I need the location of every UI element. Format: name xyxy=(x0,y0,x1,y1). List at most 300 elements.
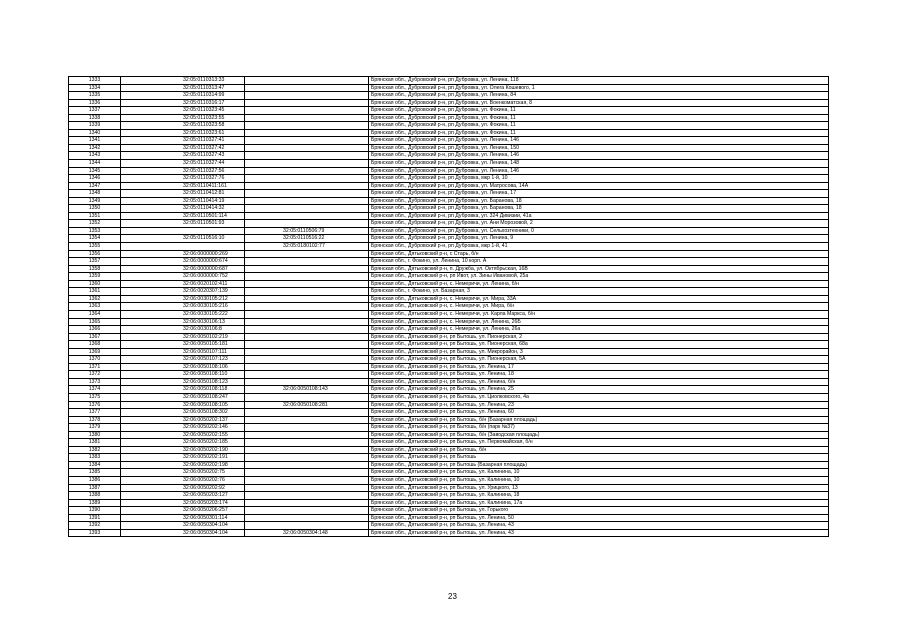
cadastral-number-cell: 32:06:0020102:411 xyxy=(121,280,245,288)
table-row xyxy=(69,243,829,251)
table-row xyxy=(69,386,829,394)
cadastral-number-cell xyxy=(121,243,245,251)
table-row xyxy=(69,114,829,122)
cadastral-number-cell: 32:06:0000000:269 xyxy=(121,250,245,258)
cadastral-number-cell: 32:05:0110414:19 xyxy=(121,197,245,205)
related-cadastral-number-cell xyxy=(245,84,369,92)
table-row xyxy=(69,107,829,115)
row-number-cell: 1365 xyxy=(69,318,121,326)
row-number-cell: 1343 xyxy=(69,152,121,160)
related-cadastral-number-cell xyxy=(245,333,369,341)
table-row xyxy=(69,197,829,205)
related-cadastral-number-cell xyxy=(245,454,369,462)
related-cadastral-number-cell xyxy=(245,288,369,296)
table-row xyxy=(69,144,829,152)
related-cadastral-number-cell xyxy=(245,446,369,454)
cadastral-number-cell: 32:06:0050107:111 xyxy=(121,348,245,356)
related-cadastral-number-cell xyxy=(245,137,369,145)
table-row xyxy=(69,371,829,379)
related-cadastral-number-cell xyxy=(245,212,369,220)
related-cadastral-number-cell xyxy=(245,167,369,175)
table-row xyxy=(69,99,829,107)
cadastral-number-cell: 32:05:0110414:32 xyxy=(121,205,245,213)
cadastral-number-cell: 32:06:0050202:185 xyxy=(121,439,245,447)
table-row xyxy=(69,190,829,198)
table-row xyxy=(69,220,829,228)
table-row xyxy=(69,160,829,168)
row-number-cell: 1386 xyxy=(69,476,121,484)
cadastral-number-cell: 32:05:0110323:58 xyxy=(121,122,245,130)
cadastral-number-cell: 32:06:0050108:105 xyxy=(121,401,245,409)
table-row xyxy=(69,152,829,160)
related-cadastral-number-cell xyxy=(245,356,369,364)
cadastral-number-cell: 32:06:0050203:174 xyxy=(121,499,245,507)
cadastral-number-cell xyxy=(121,227,245,235)
row-number-cell: 1388 xyxy=(69,492,121,500)
row-number-cell: 1392 xyxy=(69,522,121,530)
address-cell: Брянская обл., Дубровский р-н, рп Дубровка, мкр 1-й, 41 xyxy=(369,243,829,251)
related-cadastral-number-cell xyxy=(245,341,369,349)
cadastral-number-cell: 32:06:0000000:674 xyxy=(121,258,245,266)
row-number-cell: 1347 xyxy=(69,182,121,190)
address-cell: Брянская обл., Дубровский р-н, рп Дубровка, ул. Ленина, 146 xyxy=(369,152,829,160)
row-number-cell: 1351 xyxy=(69,212,121,220)
related-cadastral-number-cell xyxy=(245,303,369,311)
address-cell: Брянская обл., Дятьковский р-н, рп Бытошь, ул. Калинина, 17а xyxy=(369,499,829,507)
cadastral-number-cell: 32:05:0110501:93 xyxy=(121,220,245,228)
table-body xyxy=(69,77,829,537)
table-row xyxy=(69,227,829,235)
table-row xyxy=(69,77,829,85)
row-number-cell: 1341 xyxy=(69,137,121,145)
cadastral-number-cell: 32:06:0020307:139 xyxy=(121,288,245,296)
row-number-cell: 1349 xyxy=(69,197,121,205)
row-number-cell: 1368 xyxy=(69,341,121,349)
related-cadastral-number-cell xyxy=(245,122,369,130)
related-cadastral-number-cell: 32:06:0050108:281 xyxy=(245,401,369,409)
table-row xyxy=(69,401,829,409)
related-cadastral-number-cell: 32:05:0110506:79 xyxy=(245,227,369,235)
cadastral-number-cell: 32:06:0030106:8 xyxy=(121,326,245,334)
cadastral-number-cell: 32:05:0110501:114 xyxy=(121,212,245,220)
cadastral-number-cell: 32:06:0030106:13 xyxy=(121,318,245,326)
address-cell: Брянская обл., Дятьковский р-н, рп Ивот, ул. Зины Ивановой, 25а xyxy=(369,273,829,281)
table-row xyxy=(69,326,829,334)
row-number-cell: 1375 xyxy=(69,393,121,401)
address-cell: Брянская обл., Дятьковский р-н, рп Бытошь, ул. Урицкого, 13 xyxy=(369,484,829,492)
row-number-cell: 1384 xyxy=(69,461,121,469)
cadastral-number-cell: 32:06:0050304:104 xyxy=(121,522,245,530)
table-row xyxy=(69,333,829,341)
address-cell: Брянская обл., Дубровский р-н, рп Дубровка, ул. Ленина, 146 xyxy=(369,167,829,175)
row-number-cell: 1373 xyxy=(69,378,121,386)
table-row xyxy=(69,507,829,515)
related-cadastral-number-cell xyxy=(245,318,369,326)
address-cell: Брянская обл., Дубровский р-н, рп Дубровка, ул. Олега Кошевого, 1 xyxy=(369,84,829,92)
related-cadastral-number-cell xyxy=(245,522,369,530)
row-number-cell: 1357 xyxy=(69,258,121,266)
table-row xyxy=(69,529,829,537)
table-row xyxy=(69,92,829,100)
address-cell: Брянская обл., Дятьковский р-н, рп Бытошь, ул. Ленина, 23 xyxy=(369,401,829,409)
row-number-cell: 1391 xyxy=(69,514,121,522)
table-row xyxy=(69,84,829,92)
address-cell: Брянская обл., Дятьковский р-н, рп Бытошь xyxy=(369,454,829,462)
address-cell: Брянская обл., Дятьковский р-н, рп Бытошь, ул. Калинина, 10 xyxy=(369,469,829,477)
row-number-cell: 1337 xyxy=(69,107,121,115)
cadastral-number-cell: 32:06:0050206:257 xyxy=(121,507,245,515)
table-row xyxy=(69,348,829,356)
related-cadastral-number-cell xyxy=(245,439,369,447)
table-row xyxy=(69,431,829,439)
cadastral-number-cell: 32:05:0110516:10 xyxy=(121,235,245,243)
related-cadastral-number-cell xyxy=(245,107,369,115)
cadastral-number-cell: 32:06:0030105:216 xyxy=(121,303,245,311)
related-cadastral-number-cell xyxy=(245,484,369,492)
cadastral-number-cell: 32:06:0050203:127 xyxy=(121,492,245,500)
address-cell: Брянская обл., Дубровский р-н, рп Дубровка, ул. Ленина, 148 xyxy=(369,160,829,168)
address-cell: Брянская обл., Дятьковский р-н, рп Бытошь (Базарная площадь) xyxy=(369,461,829,469)
address-cell: Брянская обл., Дятьковский р-н, рп Бытошь, ул. Циолковского, 4а xyxy=(369,393,829,401)
table-row xyxy=(69,122,829,130)
related-cadastral-number-cell xyxy=(245,393,369,401)
table-row xyxy=(69,235,829,243)
related-cadastral-number-cell xyxy=(245,190,369,198)
table-row xyxy=(69,363,829,371)
row-number-cell: 1393 xyxy=(69,529,121,537)
address-cell: Брянская обл., Дятьковский р-н, рп Бытошь, ул. Пионерская, 2 xyxy=(369,333,829,341)
address-cell: Брянская обл., Дятьковский р-н, с. Немеричи, ул. Мира, б/н xyxy=(369,303,829,311)
cadastral-number-cell: 32:05:0110327:41 xyxy=(121,137,245,145)
cadastral-number-cell: 32:05:0110323:45 xyxy=(121,107,245,115)
row-number-cell: 1333 xyxy=(69,77,121,85)
related-cadastral-number-cell xyxy=(245,197,369,205)
table-row xyxy=(69,439,829,447)
row-number-cell: 1383 xyxy=(69,454,121,462)
address-cell: Брянская обл., Дятьковский р-н, рп Бытошь, ул. Горького xyxy=(369,507,829,515)
related-cadastral-number-cell xyxy=(245,114,369,122)
row-number-cell: 1334 xyxy=(69,84,121,92)
cadastral-number-cell: 32:05:0110412:81 xyxy=(121,190,245,198)
address-cell: Брянская обл., Дятьковский р-н, рп Бытошь, ул. Микрорайон, 3 xyxy=(369,348,829,356)
address-cell: Брянская обл., Дубровский р-н, рп Дубровка, ул. Ленина, 9 xyxy=(369,235,829,243)
related-cadastral-number-cell xyxy=(245,92,369,100)
related-cadastral-number-cell xyxy=(245,220,369,228)
row-number-cell: 1371 xyxy=(69,363,121,371)
row-number-cell: 1339 xyxy=(69,122,121,130)
table-row xyxy=(69,137,829,145)
related-cadastral-number-cell xyxy=(245,424,369,432)
cadastral-number-cell: 32:05:0110327:56 xyxy=(121,167,245,175)
cadastral-number-cell: 32:06:0050202:76 xyxy=(121,476,245,484)
table-row xyxy=(69,393,829,401)
cadastral-number-cell: 32:05:0110327:76 xyxy=(121,175,245,183)
cadastral-number-cell: 32:06:0050202:137 xyxy=(121,416,245,424)
cadastral-number-cell: 32:05:0110323:61 xyxy=(121,129,245,137)
related-cadastral-number-cell xyxy=(245,250,369,258)
related-cadastral-number-cell xyxy=(245,409,369,417)
table-row xyxy=(69,295,829,303)
related-cadastral-number-cell: 32:06:0050304:148 xyxy=(245,529,369,537)
address-cell: Брянская обл., Дятьковский р-н, рп Бытошь, ул. Ленина, 17 xyxy=(369,363,829,371)
table-row xyxy=(69,318,829,326)
table-row xyxy=(69,212,829,220)
cadastral-number-cell: 32:06:0050202:146 xyxy=(121,424,245,432)
row-number-cell: 1362 xyxy=(69,295,121,303)
table-row xyxy=(69,492,829,500)
address-cell: Брянская обл., Дубровский р-н, рп Дубровка, ул. Военкоматская, 8 xyxy=(369,99,829,107)
address-cell: Брянская обл., Дубровский р-н, рп Дубровка, ул. Матросова, 14А xyxy=(369,182,829,190)
row-number-cell: 1335 xyxy=(69,92,121,100)
related-cadastral-number-cell xyxy=(245,416,369,424)
row-number-cell: 1348 xyxy=(69,190,121,198)
row-number-cell: 1364 xyxy=(69,310,121,318)
table-row xyxy=(69,273,829,281)
page-number: 23 xyxy=(448,592,457,601)
address-cell: Брянская обл., Дубровский р-н, рп Дубровка, ул. Баранова, 18 xyxy=(369,197,829,205)
address-cell: Брянская обл., Дятьковский р-н, рп Бытошь, ул. Ленина, 43 xyxy=(369,522,829,530)
table-row xyxy=(69,303,829,311)
property-table xyxy=(68,76,829,537)
row-number-cell: 1366 xyxy=(69,326,121,334)
address-cell: Брянская обл., Дубровский р-н, рп Дубровка, ул. Ленина, 84 xyxy=(369,92,829,100)
address-cell: Брянская обл., Дятьковский р-н, рп Бытошь, ул. Ленина, 43 xyxy=(369,529,829,537)
address-cell: Брянская обл., Дубровский р-н, рп Дубровка, ул. Фокина, 11 xyxy=(369,114,829,122)
table-row xyxy=(69,341,829,349)
related-cadastral-number-cell: 32:06:0050108:143 xyxy=(245,386,369,394)
address-cell: Брянская обл., Дятьковский р-н, с. Немеричи, ул. Ленина, б/н xyxy=(369,280,829,288)
table-row xyxy=(69,378,829,386)
address-cell: Брянская обл., Дубровский р-н, рп Дубровка, ул. Баранова, 18 xyxy=(369,205,829,213)
row-number-cell: 1370 xyxy=(69,356,121,364)
related-cadastral-number-cell xyxy=(245,378,369,386)
table-row xyxy=(69,461,829,469)
address-cell: Брянская обл., Дубровский р-н, рп Дубровка, ул. Ани Морозовой, 2 xyxy=(369,220,829,228)
row-number-cell: 1385 xyxy=(69,469,121,477)
related-cadastral-number-cell xyxy=(245,492,369,500)
related-cadastral-number-cell xyxy=(245,160,369,168)
related-cadastral-number-cell xyxy=(245,265,369,273)
address-cell: Брянская обл., Дятьковский р-н, рп Бытошь, ул. Калинина, 10 xyxy=(369,476,829,484)
table-row xyxy=(69,265,829,273)
address-cell: Брянская обл., Дубровский р-н, рп Дубровка, ул. Фокина, 11 xyxy=(369,107,829,115)
related-cadastral-number-cell xyxy=(245,461,369,469)
address-cell: Брянская обл., Дятьковский р-н, рп Бытошь, б/н (парк №37) xyxy=(369,424,829,432)
cadastral-number-cell: 32:06:0000000:687 xyxy=(121,265,245,273)
cadastral-number-cell: 32:06:0030105:222 xyxy=(121,310,245,318)
row-number-cell: 1363 xyxy=(69,303,121,311)
cadastral-number-cell: 32:06:0050202:191 xyxy=(121,454,245,462)
cadastral-number-cell: 32:06:0050107:123 xyxy=(121,356,245,364)
row-number-cell: 1359 xyxy=(69,273,121,281)
row-number-cell: 1378 xyxy=(69,416,121,424)
table-row xyxy=(69,409,829,417)
row-number-cell: 1354 xyxy=(69,235,121,243)
related-cadastral-number-cell xyxy=(245,348,369,356)
row-number-cell: 1387 xyxy=(69,484,121,492)
address-cell: Брянская обл., Дубровский р-н, рп Дубровка, ул. Ленина, 17 xyxy=(369,190,829,198)
cadastral-number-cell: 32:06:0050202:92 xyxy=(121,484,245,492)
address-cell: Брянская обл., Дятьковский р-н, с. Немеричи, ул. Ленина, 26Б xyxy=(369,318,829,326)
cadastral-number-cell: 32:05:0110327:44 xyxy=(121,160,245,168)
cadastral-number-cell: 32:06:0050105:181 xyxy=(121,341,245,349)
address-cell: Брянская обл., Дятьковский р-н, рп Бытошь, ул. Пионерская, 5А xyxy=(369,356,829,364)
table-row xyxy=(69,250,829,258)
related-cadastral-number-cell xyxy=(245,99,369,107)
related-cadastral-number-cell xyxy=(245,273,369,281)
related-cadastral-number-cell xyxy=(245,310,369,318)
row-number-cell: 1377 xyxy=(69,409,121,417)
row-number-cell: 1345 xyxy=(69,167,121,175)
cadastral-number-cell: 32:06:0030105:212 xyxy=(121,295,245,303)
row-number-cell: 1360 xyxy=(69,280,121,288)
cadastral-number-cell: 32:05:0110323:55 xyxy=(121,114,245,122)
table-row xyxy=(69,182,829,190)
row-number-cell: 1361 xyxy=(69,288,121,296)
row-number-cell: 1381 xyxy=(69,439,121,447)
cadastral-number-cell: 32:05:0110313:33 xyxy=(121,77,245,85)
row-number-cell: 1336 xyxy=(69,99,121,107)
cadastral-number-cell: 32:06:0050108:123 xyxy=(121,378,245,386)
table-row xyxy=(69,484,829,492)
address-cell: Брянская обл., Дубровский р-н, рп Дубровка, мкр 1-й, 10 xyxy=(369,175,829,183)
cadastral-number-cell: 32:06:0050108:247 xyxy=(121,393,245,401)
cadastral-number-cell: 32:06:0050108:110 xyxy=(121,371,245,379)
cadastral-number-cell: 32:06:0050108:106 xyxy=(121,363,245,371)
related-cadastral-number-cell xyxy=(245,152,369,160)
row-number-cell: 1344 xyxy=(69,160,121,168)
address-cell: Брянская обл., Дятьковский р-н, рп Бытошь, ул. Калинина, 18 xyxy=(369,492,829,500)
table-row xyxy=(69,356,829,364)
row-number-cell: 1358 xyxy=(69,265,121,273)
cadastral-number-cell: 32:06:0000000:752 xyxy=(121,273,245,281)
related-cadastral-number-cell xyxy=(245,507,369,515)
row-number-cell: 1369 xyxy=(69,348,121,356)
cadastral-number-cell: 32:06:0050108:118 xyxy=(121,386,245,394)
cadastral-number-cell: 32:06:0050202:75 xyxy=(121,469,245,477)
table-row xyxy=(69,258,829,266)
table-row xyxy=(69,280,829,288)
related-cadastral-number-cell: 32:05:0110516:22 xyxy=(245,235,369,243)
address-cell: Брянская обл., Дятьковский р-н, рп Бытошь, ул. Ленина, б/н xyxy=(369,378,829,386)
related-cadastral-number-cell xyxy=(245,371,369,379)
table-row xyxy=(69,416,829,424)
table-row xyxy=(69,310,829,318)
table-row xyxy=(69,446,829,454)
cadastral-number-cell: 32:06:0050304:104 xyxy=(121,529,245,537)
address-cell: Брянская обл., Дятьковский р-н, п. Дружба, ул. Октябрьская, 16В xyxy=(369,265,829,273)
cadastral-number-cell: 32:05:0110327:43 xyxy=(121,152,245,160)
table-row xyxy=(69,424,829,432)
row-number-cell: 1346 xyxy=(69,175,121,183)
cadastral-number-cell: 32:05:0110316:17 xyxy=(121,99,245,107)
address-cell: Брянская обл., Дятьковский р-н, рп Бытошь, ул. Ленина, 60 xyxy=(369,409,829,417)
address-cell: Брянская обл., Дятьковский р-н, рп Бытошь, ул. Ленина, 25 xyxy=(369,386,829,394)
row-number-cell: 1374 xyxy=(69,386,121,394)
address-cell: Брянская обл., Дятьковский р-н, с. Немеричи, ул. Карла Маркса, б/н xyxy=(369,310,829,318)
row-number-cell: 1380 xyxy=(69,431,121,439)
row-number-cell: 1379 xyxy=(69,424,121,432)
related-cadastral-number-cell: 32:05:0180102:77 xyxy=(245,243,369,251)
cadastral-number-cell: 32:05:0110313:47 xyxy=(121,84,245,92)
address-cell: Брянская обл., Дятьковский р-н, рп Бытошь, ул. Первомайская, б/н xyxy=(369,439,829,447)
related-cadastral-number-cell xyxy=(245,77,369,85)
related-cadastral-number-cell xyxy=(245,363,369,371)
row-number-cell: 1338 xyxy=(69,114,121,122)
row-number-cell: 1376 xyxy=(69,401,121,409)
address-cell: Брянская обл., Дубровский р-н, рп Дубровка, ул. 324 Дивизии, 41а xyxy=(369,212,829,220)
row-number-cell: 1367 xyxy=(69,333,121,341)
address-cell: Брянская обл., Дубровский р-н, рп Дубровка, ул. Ленина, 150 xyxy=(369,144,829,152)
address-cell: Брянская обл., г. Фокино, ул. Базарная, 3 xyxy=(369,288,829,296)
table-row xyxy=(69,522,829,530)
related-cadastral-number-cell xyxy=(245,469,369,477)
cadastral-number-cell: 32:06:0050202:198 xyxy=(121,461,245,469)
row-number-cell: 1342 xyxy=(69,144,121,152)
table-row xyxy=(69,514,829,522)
cadastral-number-cell: 32:05:0110314:99 xyxy=(121,92,245,100)
related-cadastral-number-cell xyxy=(245,514,369,522)
address-cell: Брянская обл., Дятьковский р-н, рп Бытошь, б/н (Заводская площадь) xyxy=(369,431,829,439)
table-row xyxy=(69,476,829,484)
related-cadastral-number-cell xyxy=(245,129,369,137)
table-row xyxy=(69,469,829,477)
address-cell: Брянская обл., Дятьковский р-н, с. Немеричи, ул. Мира, 33А xyxy=(369,295,829,303)
table-row xyxy=(69,454,829,462)
cadastral-number-cell: 32:05:0110327:42 xyxy=(121,144,245,152)
related-cadastral-number-cell xyxy=(245,326,369,334)
address-cell: Брянская обл., Дятьковский р-н, рп Бытошь, ул. Ленина, 50 xyxy=(369,514,829,522)
row-number-cell: 1372 xyxy=(69,371,121,379)
table-row xyxy=(69,288,829,296)
table-row xyxy=(69,129,829,137)
address-cell: Брянская обл., Дубровский р-н, рп Дубровка, ул. Фокина, 11 xyxy=(369,129,829,137)
related-cadastral-number-cell xyxy=(245,175,369,183)
address-cell: Брянская обл., Дубровский р-н, рп Дубровка, ул. Фокина, 11 xyxy=(369,122,829,130)
related-cadastral-number-cell xyxy=(245,182,369,190)
related-cadastral-number-cell xyxy=(245,431,369,439)
related-cadastral-number-cell xyxy=(245,499,369,507)
row-number-cell: 1340 xyxy=(69,129,121,137)
row-number-cell: 1389 xyxy=(69,499,121,507)
row-number-cell: 1382 xyxy=(69,446,121,454)
address-cell: Брянская обл., г. Фокино, ул. Ленина, 10 корп. А xyxy=(369,258,829,266)
row-number-cell: 1352 xyxy=(69,220,121,228)
address-cell: Брянская обл., Дятьковский р-н, с. Немеричи, ул. Ленина, 26а xyxy=(369,326,829,334)
address-cell: Брянская обл., Дятьковский р-н, рп Бытошь, б/н (Базарная площадь) xyxy=(369,416,829,424)
cadastral-number-cell: 32:06:0050202:190 xyxy=(121,446,245,454)
row-number-cell: 1356 xyxy=(69,250,121,258)
related-cadastral-number-cell xyxy=(245,205,369,213)
address-cell: Брянская обл., Дятьковский р-н, с Старь, б/н xyxy=(369,250,829,258)
cadastral-number-cell: 32:06:0050108:302 xyxy=(121,409,245,417)
row-number-cell: 1350 xyxy=(69,205,121,213)
related-cadastral-number-cell xyxy=(245,476,369,484)
row-number-cell: 1355 xyxy=(69,243,121,251)
table-row xyxy=(69,175,829,183)
address-cell: Брянская обл., Дятьковский р-н, рп Бытошь, ул. Ленина, 18 xyxy=(369,371,829,379)
row-number-cell: 1353 xyxy=(69,227,121,235)
address-cell: Брянская обл., Дубровский р-н, рп Дубровка, ул. Сельхозтехники, 0 xyxy=(369,227,829,235)
table-row xyxy=(69,205,829,213)
address-cell: Брянская обл., Дубровский р-н, рп Дубровка, ул. Ленина, 118 xyxy=(369,77,829,85)
row-number-cell: 1390 xyxy=(69,507,121,515)
address-cell: Брянская обл., Дубровский р-н, рп Дубровка, ул. Ленина, 146 xyxy=(369,137,829,145)
cadastral-number-cell: 32:06:0050301:114 xyxy=(121,514,245,522)
table-row xyxy=(69,167,829,175)
related-cadastral-number-cell xyxy=(245,295,369,303)
table-row xyxy=(69,499,829,507)
